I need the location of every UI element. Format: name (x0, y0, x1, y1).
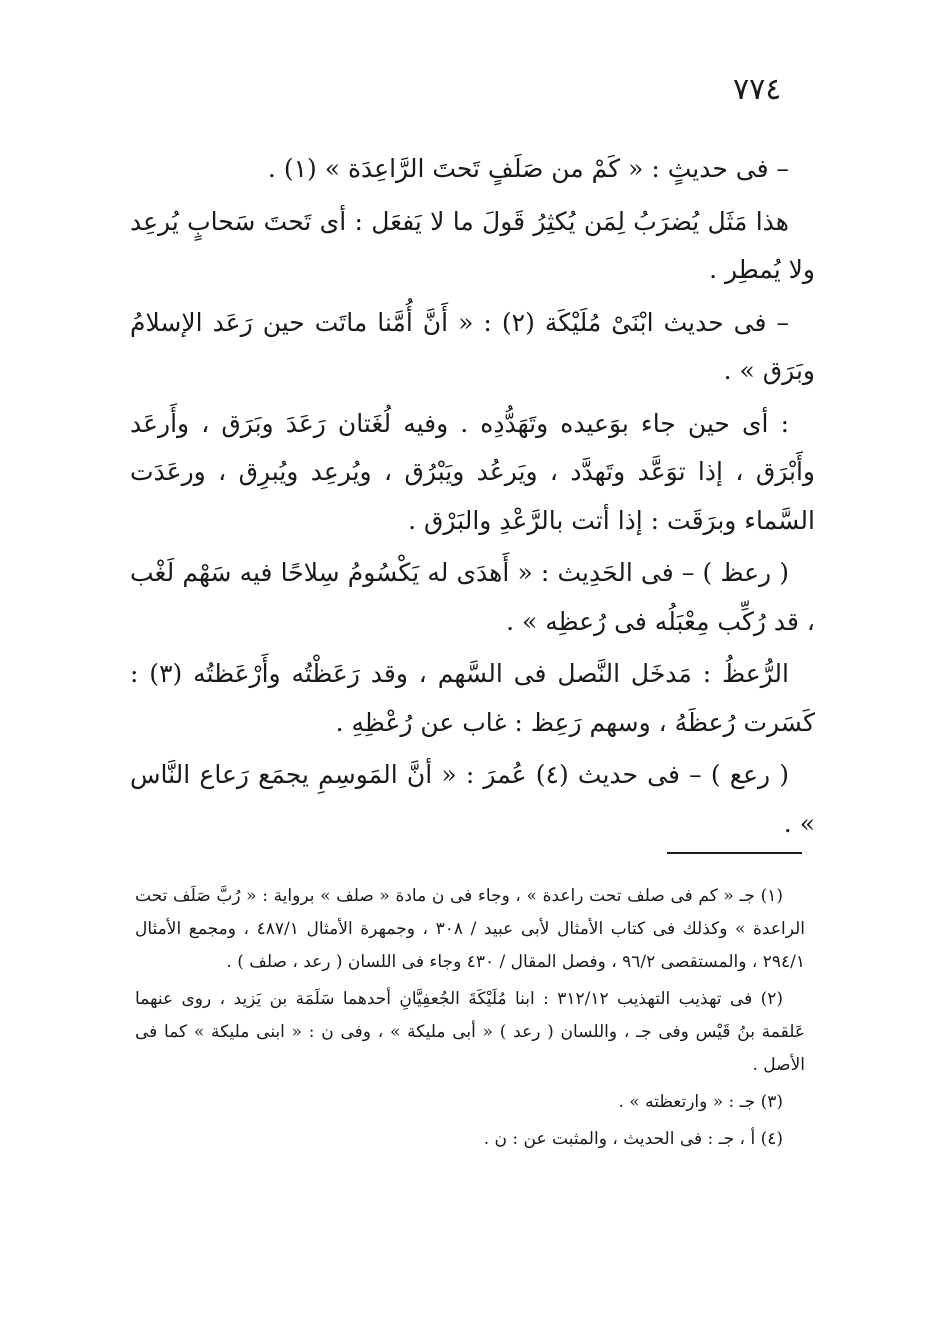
footnote-divider (667, 852, 802, 854)
footnote-1: (١) جـ « كم فى صلف تحت راعدة » ، وجاء فى ن مادة « صلف » برواية : « رُبَّ صَلَف تحت الراعدة » وكذلك فى كتاب الأمثال لأبى عبيد / ٣٠٨ ، وجمهرة الأمثال ٤٨٧/١ ، ومجمع الأمثال ٢٩٤/١ ، والمستقصى ٩٦/٢ ، وفصل المقال / ٤٣٠ وجاء فى اللسان ( رعد ، صلف ) . (135, 886, 805, 972)
explanation-raaz: الرُّعظُ : مَدخَل النَّصل فى السَّهم ، وقد رَعَظْتُه وأَرْعَظتُه (٣) : كَسَرت رُعظَهُ ، وسهم رَعِظ : غاب عن رُعْظِهِ . (130, 659, 815, 737)
hadith-paragraph-2: – فى حديث ابْنَىْ مُلَيْكَة (٢) : « أَنَّ أُمَّنا ماتَت حين رَعَد الإسلامُ وبَرَق » . (130, 307, 815, 385)
entry-raaa: ( رعع ) – فى حديث (٤) عُمرَ : « أنَّ المَوسِمِ يجمَع رَعاع النَّاس » . (130, 760, 815, 838)
explanation-paragraph-1: هذا مَثَل يُضرَبُ لِمَن يُكثِرُ قَولَ ما لا يَفعَل : أى تَحتَ سَحابٍ يُرعِد ولا يُمطِر . (130, 206, 815, 284)
entry-raaz: ( رعظ ) – فى الحَدِيث : « أَهدَى له يَكْسُومُ سِلاحًا فيه سَهْم لَغْب ، قد رُكِّب مِعْبَلُه فى رُعظِه » . (130, 558, 815, 636)
explanation-paragraph-2: : أى حين جاء بوَعيده وتَهَدُّدِه . وفيه لُغَتان رَعَدَ وبَرَق ، وأَرعَد وأَبْرَق ، إذا توَعَّد وتَهدَّد ، ويَرعُد ويَبْرُق ، ويُرعِد ويُبرِق ، ورعَدَت السَّماء وبرَقَت : إذا أتت بالرَّعْدِ والبَرْق . (130, 408, 815, 535)
hadith-paragraph-1: – فى حديثٍ : « كَمْ من صَلَفٍ تَحتَ الرَّاعِدَة » (١) . (267, 154, 789, 183)
footnote-2: (٢) فى تهذيب التهذيب ٣١٢/١٢ : ابنا مُلَيْكَةَ الجُعفِيَّانِ أحدهما سَلَمَة بن يَزيد ، روى عنهما عَلقمة بنُ قَيْس وفى جـ ، واللسان ( رعد ) « أبى مليكة » ، وفى ن : « ابنى مليكة » كما فى الأصل . (135, 989, 805, 1075)
footnote-4: (٤) أ ، جـ : فى الحديث ، والمثبت عن : ن . (483, 1129, 783, 1149)
footnote-3: (٣) جـ : « وارتعظته » . (618, 1092, 783, 1112)
page-number: ٧٧٤ (733, 72, 782, 107)
footnotes (135, 880, 805, 1160)
main-text (130, 145, 815, 852)
